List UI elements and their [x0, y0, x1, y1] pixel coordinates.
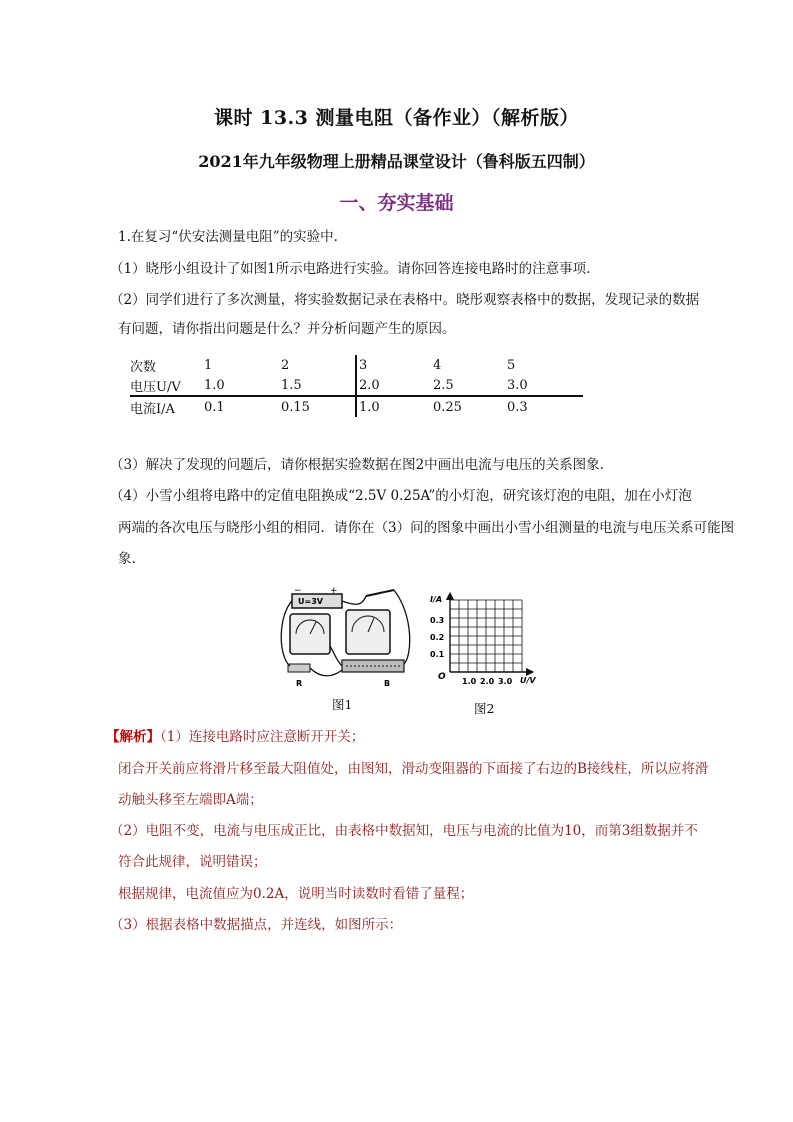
table-cell: 0.1	[204, 399, 225, 415]
table-cell: 4	[433, 357, 442, 373]
table-cell: 2.5	[433, 377, 454, 393]
origin-label: O	[438, 672, 446, 682]
table-cell: 2.0	[356, 375, 433, 396]
row-label: 电流I/A	[130, 401, 175, 417]
analysis-part-2-line-2: 动触头移至左端即A端；	[118, 792, 263, 808]
table-row-count	[130, 355, 583, 375]
y-tick-label: 0.2	[430, 633, 445, 642]
analysis-part-1-text: （1）连接电路时应注意断开开关；	[160, 729, 365, 745]
table-row-current	[130, 396, 583, 417]
row-label: 次数	[130, 359, 157, 375]
table-cell: 1.0	[204, 377, 225, 393]
analysis-part-3-line-1: （2）电阻不变，电流与电压成正比，由表格中数据知，电压与电流的比值为10，而第3组数据并不	[110, 823, 698, 839]
figure-1-caption: 图1	[332, 697, 353, 712]
y-tick-label: 0.3	[430, 616, 445, 625]
question-part-3: （3）解决了发现的问题后，请你根据实验数据在图2中画出电流与电压的关系图象.	[110, 457, 604, 473]
row-label: 电压U/V	[130, 379, 181, 395]
table-cell: 1.5	[281, 377, 302, 393]
battery-voltage-label: U=3V	[298, 597, 323, 606]
terminal-b-label: B	[384, 679, 391, 688]
resistor-label: R	[296, 679, 303, 688]
analysis-part-4: 根据规律，电流值应为0.2A，说明当时读数时看错了量程；	[118, 886, 474, 902]
x-tick-label: 2.0	[480, 677, 495, 686]
circuit-figure	[276, 586, 416, 690]
table-cell: 2	[281, 357, 290, 373]
question-part-2-line-1: （2）同学们进行了多次测量，将实验数据记录在表格中。晓彤观察表格中的数据，发现记录的数据	[110, 292, 700, 308]
figure-2-caption: 图2	[474, 701, 495, 716]
analysis-tag: 【解析】	[106, 729, 160, 745]
question-part-1: （1）晓彤小组设计了如图1所示电路进行实验。请你回答连接电路时的注意事项.	[110, 261, 591, 277]
x-axis-label: U/V	[520, 676, 536, 685]
y-axis-label: I/A	[430, 595, 443, 604]
analysis-part-1	[106, 727, 364, 747]
table-cell: 0.3	[507, 399, 528, 415]
table-cell: 3	[356, 355, 433, 375]
x-tick-label: 3.0	[498, 677, 513, 686]
question-part-2-line-2: 有问题，请你指出问题是什么？并分析问题产生的原因。	[118, 321, 456, 337]
section-heading: 一、夯实基础	[339, 192, 454, 214]
graph-grid-figure	[428, 590, 548, 690]
y-tick-label: 0.1	[430, 650, 445, 659]
table-row-voltage	[130, 375, 583, 396]
table-cell: 5	[507, 357, 516, 373]
x-tick-label: 1.0	[462, 677, 477, 686]
battery-minus-label: −	[294, 586, 302, 596]
data-table	[130, 355, 583, 417]
table-cell: 0.25	[433, 399, 462, 415]
page-title: 课时 13.3 测量电阻（备作业）（解析版）	[213, 107, 579, 129]
question-part-4-line-2: 两端的各次电压与晓彤小组的相同．请你在（3）问的图象中画出小雪小组测量的电流与电压关系可能图	[118, 520, 735, 536]
analysis-part-3-line-2: 符合此规律，说明错误；	[118, 854, 267, 870]
resistor-icon	[288, 664, 310, 672]
question-intro: 1.在复习“伏安法测量电阻”的实验中.	[118, 229, 338, 245]
battery-plus-label: +	[330, 586, 338, 596]
analysis-part-5: （3）根据表格中数据描点，并连线，如图所示：	[110, 917, 403, 933]
table-cell: 0.15	[281, 399, 310, 415]
table-cell: 1	[204, 357, 213, 373]
table-cell: 3.0	[507, 377, 528, 393]
graph-grid	[450, 600, 522, 672]
question-part-4-line-3: 象.	[118, 551, 136, 567]
question-part-4-line-1: （4）小雪小组将电路中的定值电阻换成“2.5V 0.25A”的小灯泡，研究该灯泡的电阻，加在小灯泡	[110, 488, 692, 504]
page-subtitle: 2021年九年级物理上册精品课堂设计（鲁科版五四制）	[198, 152, 595, 171]
analysis-part-2-line-1: 闭合开关前应将滑片移至最大阻值处，由图知，滑动变阻器的下面接了右边的B接线柱，所以应将滑	[118, 761, 709, 777]
table-cell: 1.0	[356, 396, 433, 417]
